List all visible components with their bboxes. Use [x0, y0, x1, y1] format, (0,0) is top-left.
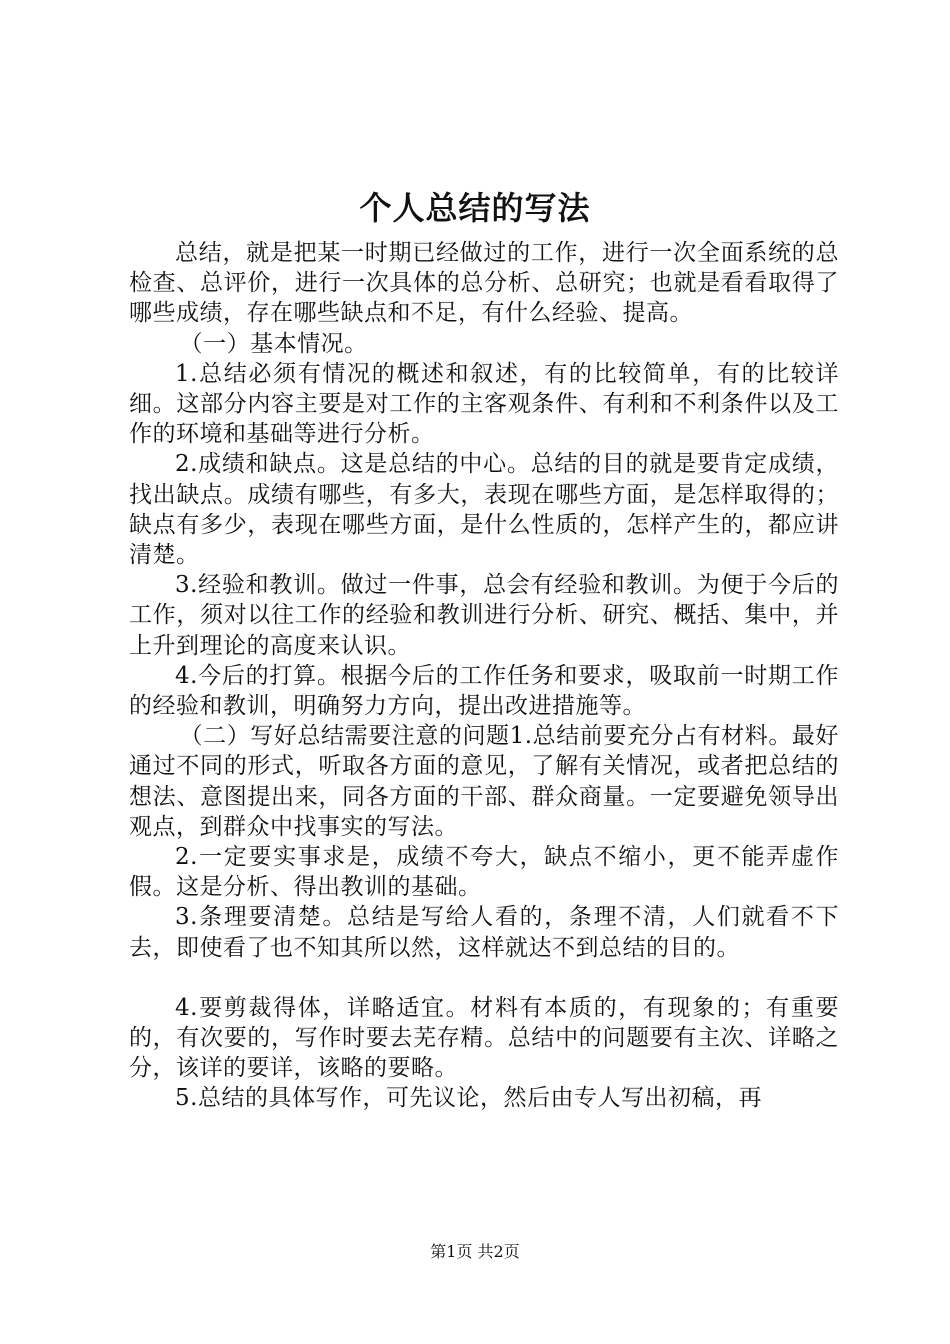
paragraph-item-4: 4.今后的打算。根据今后的工作任务和要求，吸取前一时期工作的经验和教训，明确努力方向，提出改进措施等。: [129, 662, 839, 720]
section-heading-basic: （一）基本情况。: [179, 330, 368, 357]
paragraph-note-2: 2.一定要实事求是，成绩不夸大，缺点不缩小，更不能弄虚作假。这是分析、得出教训的基础。: [129, 844, 839, 901]
section-heading-notes: （二）写好总结需要注意的问题1.总结前要充分占有材料。最好通过不同的形式，听取各方面的意见，了解有关情况，或者把总结的想法、意图提出来，同各方面的干部、群众商量。一定要避免领导出观点，到群众中找事实的写法。: [129, 723, 839, 840]
paragraph-note-5: 5.总结的具体写作，可先议论，然后由专人写出初稿，再: [175, 1085, 762, 1112]
paragraph-note-4: 4.要剪裁得体，详略适宜。材料有本质的，有现象的；有重要的，有次要的，写作时要去芜存精。总结中的问题要有主次、详略之分，该详的要详，该略的要略。: [129, 994, 839, 1082]
document-body: [129, 238, 839, 1114]
paragraph-note-3: 3.条理要清楚。总结是写给人看的，条理不清，人们就看不下去，即使看了也不知其所以然，这样就达不到总结的目的。: [129, 904, 839, 961]
document-title: 个人总结的写法: [359, 189, 591, 227]
paragraph-item-2: 2.成绩和缺点。这是总结的中心。总结的目的就是要肯定成绩，找出缺点。成绩有哪些，有多大，表现在哪些方面，是怎样取得的；缺点有多少，表现在哪些方面，是什么性质的，怎样产生的，都应讲清楚。: [129, 451, 839, 569]
page-number-footer: 第1页 共2页: [430, 1242, 520, 1261]
paragraph-item-3: 3.经验和教训。做过一件事，总会有经验和教训。为便于今后的工作，须对以往工作的经验和教训进行分析、研究、概括、集中，并上升到理论的高度来认识。: [129, 572, 839, 659]
paragraph-intro: 总结，就是把某一时期已经做过的工作，进行一次全面系统的总检查、总评价，进行一次具体的总分析、总研究；也就是看看取得了哪些成绩，存在哪些缺点和不足，有什么经验、提高。: [129, 240, 839, 327]
blank-line: [129, 963, 839, 993]
paragraph-item-1: 1.总结必须有情况的概述和叙述，有的比较简单，有的比较详细。这部分内容主要是对工作的主客观条件、有利和不利条件以及工作的环境和基础等进行分析。: [129, 360, 839, 448]
